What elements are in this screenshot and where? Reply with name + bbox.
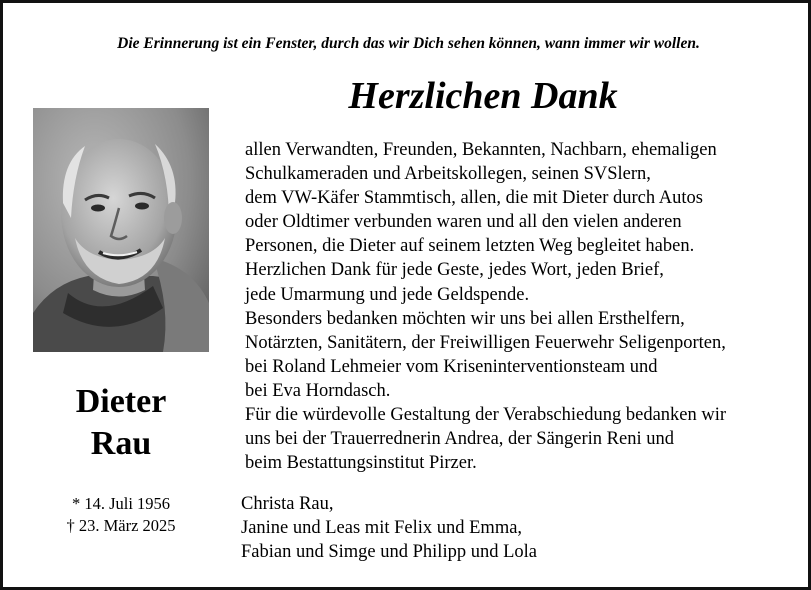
- signature-line: Fabian und Simge und Philipp und Lola: [241, 542, 537, 562]
- message-line: Schulkameraden und Arbeitskollegen, seinen SVSlern,: [245, 164, 651, 185]
- message-line: allen Verwandten, Freunden, Bekannten, Nachbarn, ehemaligen: [245, 140, 717, 160]
- message-line: beim Bestattungsinstitut Pirzer.: [245, 453, 477, 474]
- thank-you-heading: Herzlichen Dank: [348, 75, 618, 117]
- first-name: Dieter: [75, 383, 167, 420]
- last-name: Rau: [90, 425, 152, 462]
- thank-you-message: [245, 138, 805, 475]
- portrait-photo: [33, 108, 209, 352]
- signature-line: Janine und Leas mit Felix und Emma,: [241, 518, 523, 538]
- message-line: bei Eva Horndasch.: [245, 380, 391, 401]
- message-line: uns bei der Trauerrednerin Andrea, der Sängerin Reni und: [245, 429, 674, 450]
- death-date: † 23. März 2025: [66, 516, 176, 535]
- message-line: Notärzten, Sanitätern, der Freiwilligen Feuerwehr Seligenporten,: [245, 332, 726, 353]
- family-signatures: [241, 492, 801, 564]
- message-line: Für die würdevolle Gestaltung der Verabschiedung bedanken wir: [245, 405, 727, 426]
- message-line: Besonders bedanken möchten wir uns bei allen Ersthelfern,: [245, 308, 685, 329]
- life-dates: [33, 493, 209, 537]
- deceased-name: [33, 381, 209, 465]
- signature-line: Christa Rau,: [241, 494, 334, 514]
- memorial-quote: Die Erinnerung ist ein Fenster, durch das wir Dich sehen können, wann immer wir wollen.: [117, 35, 700, 52]
- portrait-image: [33, 108, 209, 352]
- message-line: Personen, die Dieter auf seinem letzten Weg begleitet haben.: [245, 236, 695, 257]
- message-line: oder Oldtimer verbunden waren und all den vielen anderen: [245, 212, 682, 233]
- message-line: dem VW-Käfer Stammtisch, allen, die mit Dieter durch Autos: [245, 188, 703, 209]
- birth-date: * 14. Juli 1956: [71, 494, 171, 513]
- message-line: jede Umarmung und jede Geldspende.: [245, 284, 530, 305]
- message-line: bei Roland Lehmeier vom Kriseninterventionsteam und: [245, 356, 658, 377]
- message-line: Herzlichen Dank für jede Geste, jedes Wort, jeden Brief,: [245, 260, 664, 281]
